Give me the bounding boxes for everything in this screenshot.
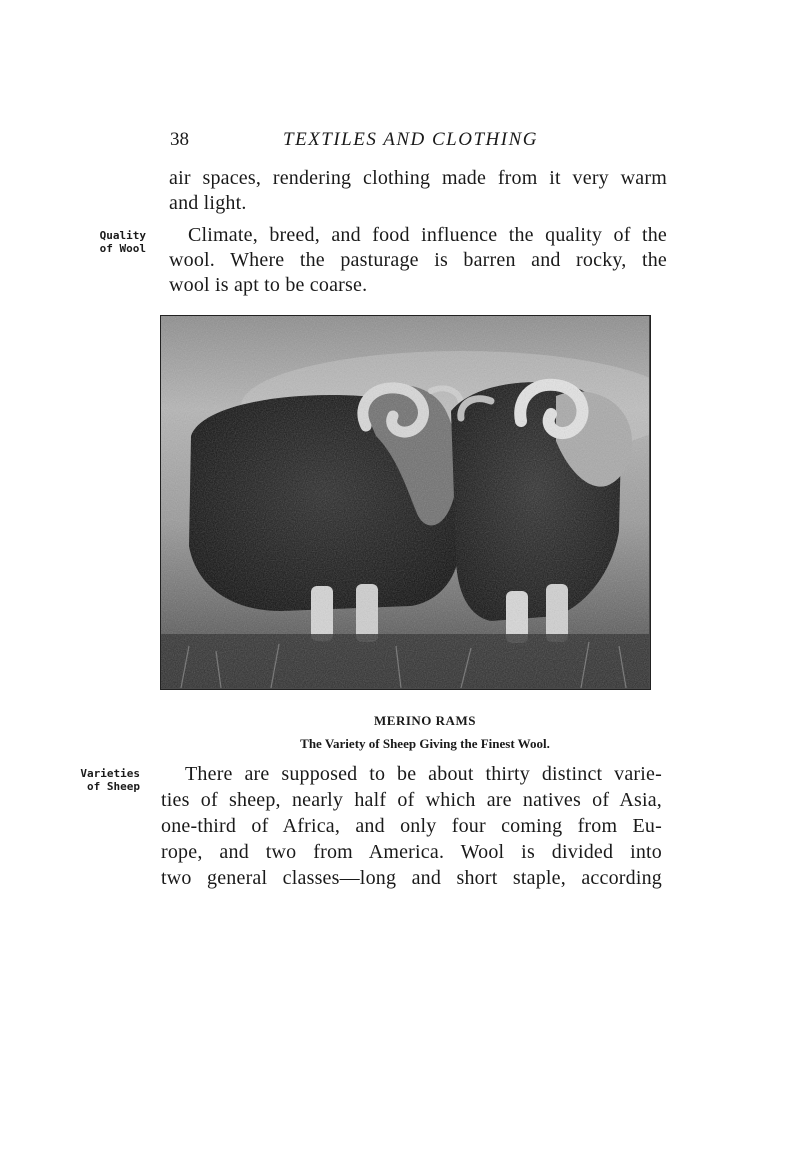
- sidenote-varieties: [62, 767, 140, 793]
- paragraph-line: air spaces, rendering clothing made from it very warm: [169, 167, 667, 189]
- running-title: TEXTILES AND CLOTHING: [283, 129, 538, 150]
- sidenote-quality: [70, 229, 146, 255]
- paragraph-line: two general classes—long and short staple, according: [161, 867, 662, 889]
- figure-caption-title: MERINO RAMS: [374, 713, 476, 728]
- paragraph-line: and light.: [169, 192, 247, 214]
- paragraph-line: one-third of Africa, and only four coming from Eu-: [161, 815, 662, 837]
- sidenote-line: of Sheep: [87, 780, 140, 793]
- paragraph-line: wool is apt to be coarse.: [169, 274, 368, 296]
- sidenote-line: of Wool: [99, 242, 146, 255]
- merino-rams-photograph: [160, 315, 651, 690]
- sidenote-line: Varieties: [80, 767, 140, 780]
- figure-caption-subtitle: The Variety of Sheep Giving the Finest Wool.: [300, 736, 550, 751]
- paragraph-line: Climate, breed, and food influence the quality of the: [188, 224, 667, 246]
- page-number: 38: [170, 129, 189, 150]
- sidenote-line: Quality: [99, 229, 146, 242]
- paragraph-line: There are supposed to be about thirty distinct varie-: [185, 763, 662, 785]
- paragraph-line: rope, and two from America. Wool is divided into: [161, 841, 662, 863]
- paragraph-line: ties of sheep, nearly half of which are natives of Asia,: [161, 789, 662, 811]
- photo-illustration: [161, 316, 649, 688]
- paragraph-line: wool. Where the pasturage is barren and rocky, the: [169, 249, 667, 271]
